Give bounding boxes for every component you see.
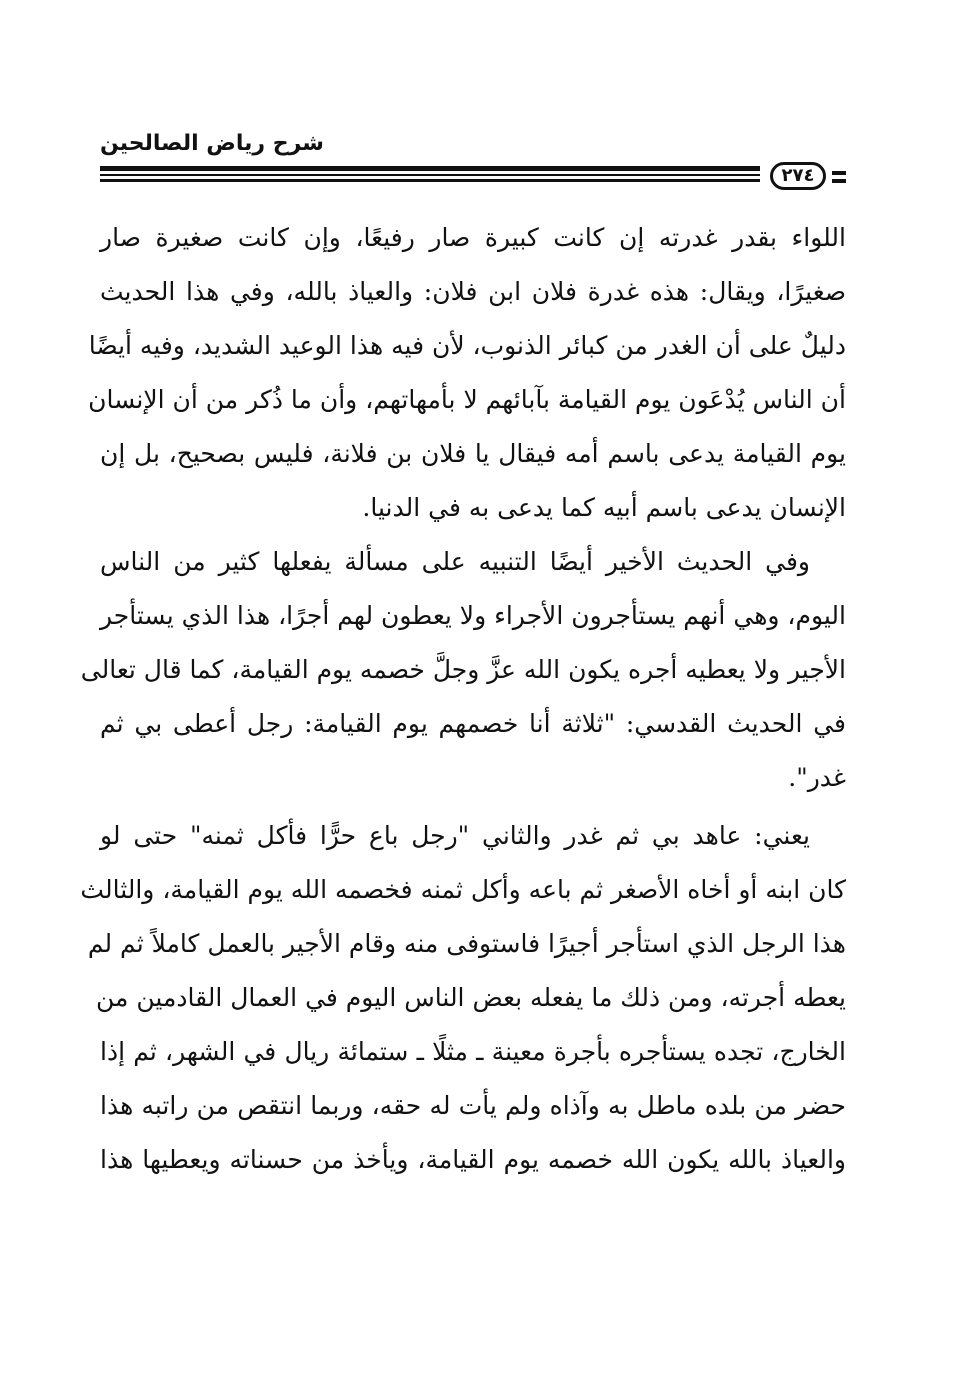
page-body (80, 211, 847, 1187)
text-line: يعطه أجرته، ومن ذلك ما يفعله بعض الناس اليوم في العمال القادمين من (96, 983, 846, 1012)
text-line: غدر". (788, 763, 846, 792)
header-rule-bottom (100, 179, 760, 182)
text-line: اليوم، وهي أنهم يستأجرون الأجراء ولا يعطون لهم أجرًا، هذا الذي يستأجر (100, 601, 846, 630)
paragraph (80, 809, 846, 1187)
text-line: هذا الرجل الذي استأجر أجيرًا فاستوفى منه وقام الأجير بالعمل كاملاً ثم لم (87, 929, 846, 958)
text-line: صغيرًا، ويقال: هذه غدرة فلان ابن فلان: والعياذ بالله، وفي هذا الحديث (100, 277, 846, 306)
page-number-badge (770, 162, 826, 190)
text-line: الخارج، تجده يستأجره بأجرة معينة ـ مثلًا ـ ستمائة ريال في الشهر، ثم إذا (100, 1037, 846, 1066)
paragraph (88, 211, 847, 535)
text-line: والعياذ بالله يكون الله خصمه يوم القيامة، ويأخذ من حسناته ويعطيها هذا (100, 1145, 846, 1174)
header-end-mark (832, 179, 846, 183)
page-header (100, 127, 846, 197)
text-line: حضر من بلده ماطل به وآذاه ولم يأت له حقه، وربما انتقص من راتبه هذا (100, 1091, 846, 1120)
text-line: في الحديث القدسي: "ثلاثة أنا خصمهم يوم القيامة: رجل أعطى بي ثم (100, 709, 846, 738)
text-line: الإنسان يدعى باسم أبيه كما يدعى به في الدنيا. (362, 493, 846, 522)
page-number: ٢٧٤ (781, 165, 815, 186)
text-line: الأجير ولا يعطيه أجره يكون الله عزَّ وجلَّ خصمه يوم القيامة، كما قال تعالى (80, 655, 846, 684)
header-rule-thin (100, 174, 760, 176)
header-rule (100, 166, 760, 184)
header-end-mark (832, 171, 846, 175)
book-title: شرح رياض الصالحين (100, 131, 324, 156)
text-line: يعني: عاهد بي ثم غدر والثاني "رجل باع حرًّا فأكل ثمنه" حتى لو (100, 821, 810, 850)
text-line: كان ابنه أو أخاه الأصغر ثم باعه وأكل ثمنه فخصمه الله يوم القيامة، والثالث (80, 875, 846, 904)
paragraph (80, 535, 846, 805)
text-line: يوم القيامة يدعى باسم أمه فيقال يا فلان بن فلانة، فليس بصحيح، بل إن (100, 439, 847, 468)
text-line: وفي الحديث الأخير أيضًا التنبيه على مسألة يفعلها كثير من الناس (100, 547, 810, 576)
text-line: أن الناس يُدْعَون يوم القيامة بآبائهم لا بأمهاتهم، وأن ما ذُكر من أن الإنسان (88, 385, 846, 414)
text-line: دليلٌ على أن الغدر من كبائر الذنوب، لأن فيه هذا الوعيد الشديد، وفيه أيضًا (88, 331, 846, 360)
header-rule-thick (100, 166, 760, 171)
text-line: اللواء بقدر غدرته إن كانت كبيرة صار رفيعًا، وإن كانت صغيرة صار (100, 223, 846, 252)
